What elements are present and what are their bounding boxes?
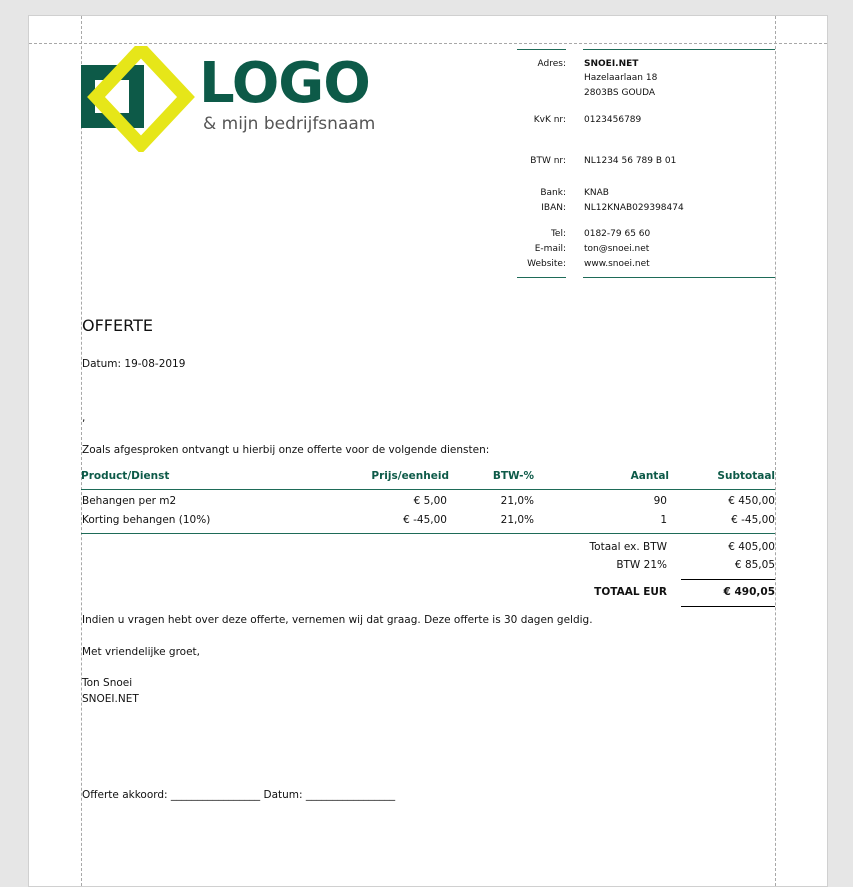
approval-line: Offerte akkoord: _________________ Datum: _________________ bbox=[82, 789, 396, 801]
col-header-btw: BTW-% bbox=[492, 470, 534, 482]
margin-guide-right bbox=[775, 16, 776, 886]
signer-company: SNOEI.NET bbox=[82, 693, 139, 705]
col-header-subtotaal: Subtotaal bbox=[717, 470, 775, 482]
logo-subtitle: & mijn bedrijfsnaam bbox=[203, 114, 376, 134]
margin-guide-top bbox=[29, 43, 827, 44]
col-header-aantal: Aantal bbox=[630, 470, 669, 482]
kvk-value: 0123456789 bbox=[584, 115, 642, 125]
total-excl-value: € 405,00 bbox=[728, 541, 775, 553]
company-street: Hazelaarlaan 18 bbox=[584, 73, 658, 83]
tel-label: Tel: bbox=[550, 229, 566, 239]
col-header-product: Product/Dienst bbox=[81, 470, 170, 482]
table-cell-product: Behangen per m2 bbox=[82, 495, 177, 507]
document-date: Datum: 19-08-2019 bbox=[82, 358, 186, 370]
kvk-label: KvK nr: bbox=[533, 115, 566, 125]
total-bottom-rule bbox=[681, 606, 775, 607]
logo-mark bbox=[81, 46, 196, 152]
company-name: SNOEI.NET bbox=[584, 59, 639, 69]
btw-label: BTW nr: bbox=[530, 156, 566, 166]
website-label: Website: bbox=[527, 259, 566, 269]
email-label: E-mail: bbox=[534, 244, 566, 254]
iban-value: NL12KNAB029398474 bbox=[584, 203, 684, 213]
info-bottom-rule-left bbox=[517, 277, 566, 278]
email-value: ton@snoei.net bbox=[584, 244, 650, 254]
bank-label: Bank: bbox=[540, 188, 566, 198]
table-cell-btw: 21,0% bbox=[500, 495, 534, 507]
table-cell-subtotaal: € 450,00 bbox=[728, 495, 775, 507]
table-cell-product: Korting behangen (10%) bbox=[82, 514, 211, 526]
table-cell-price: € -45,00 bbox=[403, 514, 447, 526]
salutation: , bbox=[82, 412, 86, 424]
total-btw-label: BTW 21% bbox=[616, 559, 667, 571]
table-bottom-rule bbox=[81, 533, 775, 534]
table-cell-price: € 5,00 bbox=[413, 495, 447, 507]
tel-value: 0182-79 65 60 bbox=[584, 229, 651, 239]
intro-text: Zoals afgesproken ontvangt u hierbij onze offerte voor de volgende diensten: bbox=[82, 444, 490, 456]
address-label: Adres: bbox=[537, 59, 566, 69]
grand-total-label: TOTAAL EUR bbox=[594, 586, 667, 598]
signer-name: Ton Snoei bbox=[82, 677, 133, 689]
document-page bbox=[28, 15, 828, 887]
logo-wordmark: LOGO bbox=[199, 51, 370, 116]
table-cell-btw: 21,0% bbox=[500, 514, 534, 526]
grand-total-value: € 490,05 bbox=[723, 586, 775, 598]
col-header-price: Prijs/eenheid bbox=[371, 470, 449, 482]
table-cell-subtotaal: € -45,00 bbox=[731, 514, 775, 526]
website-value: www.snoei.net bbox=[584, 259, 650, 269]
info-top-rule-left bbox=[517, 49, 566, 50]
table-cell-aantal: 90 bbox=[653, 495, 667, 507]
btw-value: NL1234 56 789 B 01 bbox=[584, 156, 677, 166]
document-title: OFFERTE bbox=[82, 316, 153, 335]
total-excl-label: Totaal ex. BTW bbox=[589, 541, 667, 553]
company-city: 2803BS GOUDA bbox=[584, 88, 656, 98]
closing-question: Indien u vragen hebt over deze offerte, vernemen wij dat graag. Deze offerte is 30 dagen geldig. bbox=[82, 614, 593, 626]
info-bottom-rule-right bbox=[583, 277, 775, 278]
bank-value: KNAB bbox=[584, 188, 609, 198]
iban-label: IBAN: bbox=[541, 203, 566, 213]
closing-greeting: Met vriendelijke groet, bbox=[82, 646, 201, 658]
table-cell-aantal: 1 bbox=[660, 514, 667, 526]
info-top-rule-right bbox=[583, 49, 775, 50]
table-header-rule bbox=[81, 489, 775, 490]
total-btw-value: € 85,05 bbox=[734, 559, 775, 571]
total-top-rule bbox=[681, 579, 775, 580]
